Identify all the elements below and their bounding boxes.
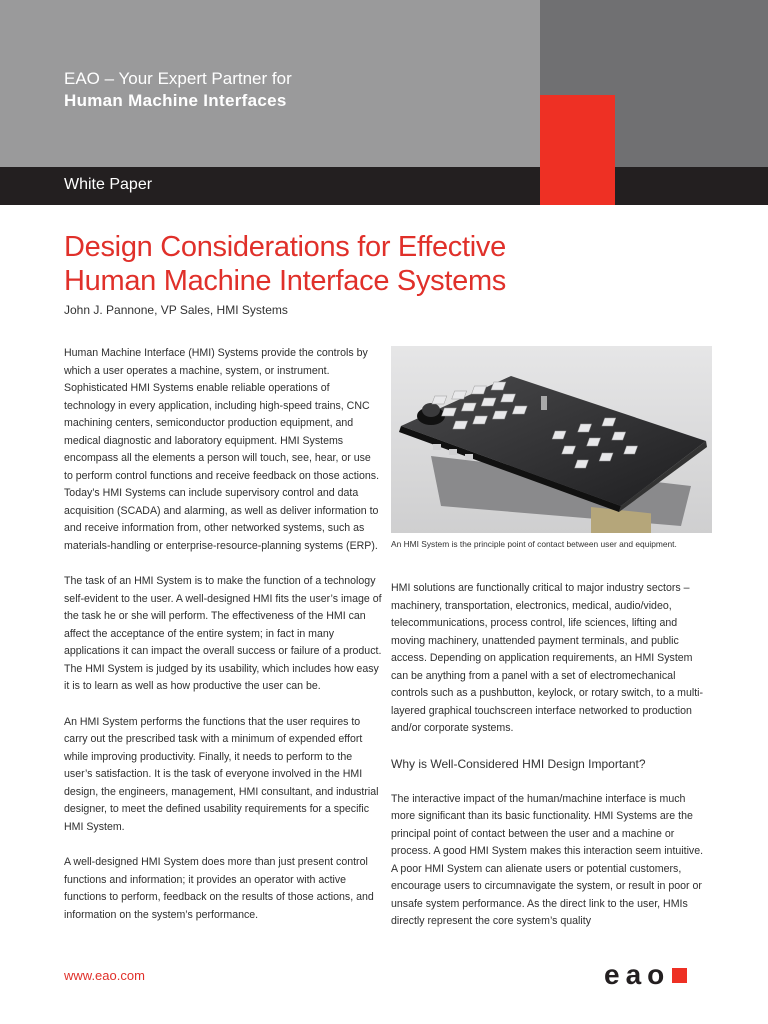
brand-red-block-band: [540, 167, 615, 205]
image-caption: An HMI System is the principle point of contact between user and equipment.: [391, 539, 677, 549]
eao-logo: [604, 960, 687, 990]
title-line1: Design Considerations for Effective: [64, 231, 506, 263]
hmi-panel-photo: [391, 346, 712, 533]
author-byline: John J. Pannone, VP Sales, HMI Systems: [64, 303, 288, 317]
title-line2: Human Machine Interface Systems: [64, 265, 506, 297]
section-heading: Why is Well-Considered HMI Design Important?: [391, 756, 646, 771]
tagline-line1: EAO – Your Expert Partner for: [64, 69, 292, 88]
paragraph: The interactive impact of the human/machine interface is much more significant than its basic functionality. HMI Systems are the principal point of contact between the user and a machine or process. A good HMI System makes this interaction seem intuitive. A poor HMI System can alienate users or potential customers, encourage users to circumnavigate the system, or result in poor or unsafe system performance. As the direct link to the user, HMIs directly represent the core system’s quality: [391, 792, 704, 927]
right-column: [391, 580, 711, 949]
logo-red-square: [672, 968, 687, 983]
paragraph: Human Machine Interface (HMI) Systems provide the controls by which a user operates a machine, system, or instrument. Sophisticated HMI Systems enable reliable operations of technology in every application, including high-speed trains, CNC machining centers, semiconductor production equipment, and medical diagnostic and laboratory equipment. HMI Systems encompass all the elements a person will touch, see, hear, or use to perform control functions and receive feedback on those actions. Today’s HMI Systems can include supervisory control and data acquisition (SCADA) and alarming, as well as deliver information to and receive information from, other networked systems, such as materials-handling or enterprise-resource-planning systems (ERP).: [64, 347, 380, 552]
paragraph: A well-designed HMI System does more than just present control functions and information; it provides an operator with active functions to perform, feedback on the results of those actions, and information on the system’s performance.: [64, 856, 374, 921]
hmi-panel-illustration: [391, 346, 712, 533]
left-column: [64, 345, 382, 942]
logo-wordmark: eao: [604, 959, 671, 990]
document-type-label: White Paper: [64, 176, 153, 193]
paragraph: An HMI System performs the functions that the user requires to carry out the prescribed task with a minimum of expended effort while improving productivity. Finally, it needs to perform to the user’s satisfaction. It is the task of everyone involved in the HMI design, the engineers, management, HMI consultant, and industrial designer, to meet the defined usability requirements for a specific HMI System.: [64, 715, 379, 833]
paragraph: The task of an HMI System is to make the function of a technology self-evident to the user. A well-designed HMI fits the user’s image of the task he or she will perform. The effectiveness of the HMI can affect the acceptance of the entire system; in fact in many applications it can impact the overall success or failure of a product. The HMI System is judged by its usability, which includes how easy it is to learn as well as how productive the user can be.: [64, 575, 382, 692]
header-tagline: [64, 68, 292, 112]
website-link[interactable]: www.eao.com: [64, 968, 145, 983]
page-title: [64, 230, 704, 298]
tagline-line2: Human Machine Interfaces: [64, 91, 287, 110]
paragraph: HMI solutions are functionally critical to major industry sectors – machinery, transportation, electronics, medical, audio/video, telecommunications, process control, life sciences, lifting and moving machinery, unattended payment terminals, and public access. Depending on application requirements, an HMI System can be anything from a panel with a set of electromechanical controls such as a pushbutton, keylock, or rotary switch, to a multi-layered graphical touchscreen interface networked to production and/or corporate systems.: [391, 582, 704, 734]
